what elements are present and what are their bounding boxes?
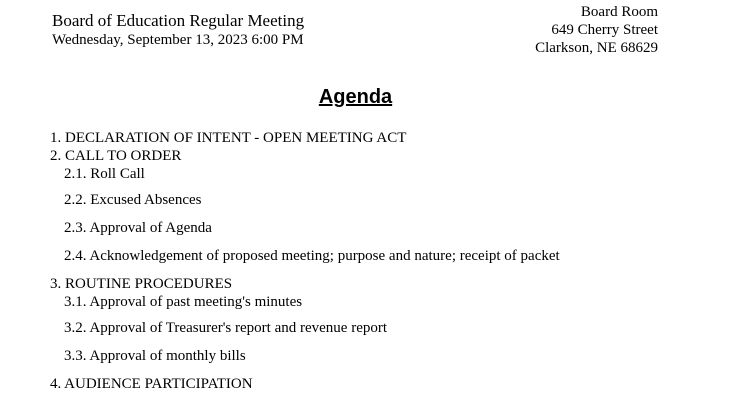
- agenda-section-title: 2. CALL TO ORDER: [50, 148, 182, 164]
- agenda-item: 2.4. Acknowledgement of proposed meeting; purpose and nature; receipt of packet: [64, 248, 560, 264]
- agenda-item: 2.1. Roll Call: [64, 166, 145, 182]
- agenda-heading: Agenda: [318, 86, 393, 108]
- agenda-item: 3.3. Approval of monthly bills: [64, 348, 246, 364]
- agenda-section-title: 4. AUDIENCE PARTICIPATION: [50, 376, 253, 392]
- agenda-list: [50, 129, 560, 393]
- agenda-item: 3.2. Approval of Treasurer's report and revenue report: [64, 320, 388, 336]
- agenda-section-title: 1. DECLARATION OF INTENT - OPEN MEETING ACT: [50, 130, 407, 146]
- agenda-item: 3.1. Approval of past meeting's minutes: [64, 294, 303, 310]
- meeting-location: [535, 3, 658, 57]
- address-city: Clarkson, NE 68629: [535, 40, 658, 56]
- meeting-title: Board of Education Regular Meeting: [52, 11, 305, 30]
- meeting-info: [52, 11, 304, 49]
- agenda-item: 2.2. Excused Absences: [64, 192, 202, 208]
- address-street: 649 Cherry Street: [551, 22, 658, 38]
- meeting-date: Wednesday, September 13, 2023 6:00 PM: [52, 32, 304, 48]
- agenda-section-title: 3. ROUTINE PROCEDURES: [50, 276, 233, 292]
- location-name: Board Room: [580, 4, 658, 20]
- agenda-item: 2.3. Approval of Agenda: [64, 220, 212, 236]
